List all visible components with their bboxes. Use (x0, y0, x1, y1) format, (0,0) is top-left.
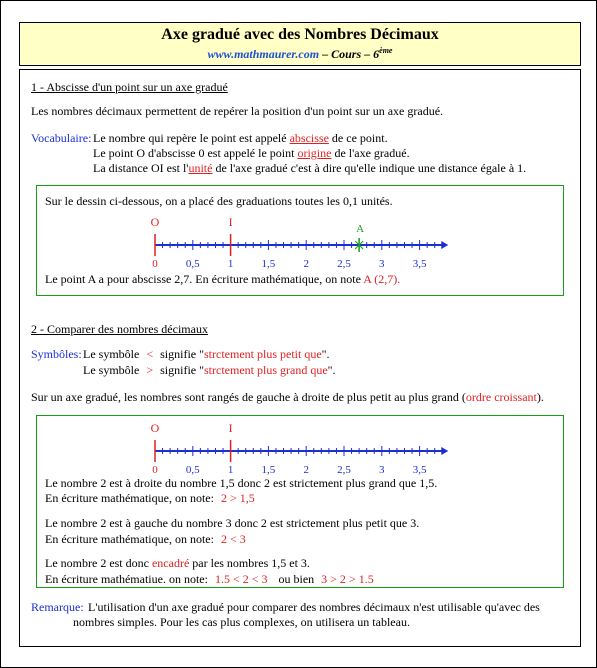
tick-label: 0,5 (185, 258, 200, 270)
box2-line-6 (45, 572, 374, 586)
point-i-label: I (228, 216, 233, 229)
box2-line-3: Le nombre 2 est à gauche du nombre 3 donc 2 est strictement plus petit que 3. (45, 516, 420, 530)
number-line-2 (147, 422, 467, 477)
tick-label: 1,5 (261, 464, 276, 476)
tick-label: 2,5 (337, 464, 351, 476)
symbol-line-1-a: Le symbôle (83, 347, 140, 361)
vocab-line-2 (93, 146, 410, 160)
notation-less: 2 < 3 (220, 532, 246, 546)
axis-arrow (441, 241, 448, 249)
section1-heading: 1 - Abscisse d'un point sur un axe gradué (31, 80, 228, 94)
tick-label: 3,5 (412, 258, 427, 270)
tick-label: 3,5 (412, 464, 427, 476)
subtitle (20, 46, 580, 62)
section2-heading: 2 - Comparer des nombres décimaux (31, 322, 208, 336)
box2-line-5 (45, 556, 310, 570)
box2-line-2-a: En écriture mathématique, on note: (45, 491, 214, 505)
term-encadre: encadré (151, 556, 190, 570)
vocab-line-2-c: de l'axe gradué. (334, 146, 410, 160)
order-croissant: ordre croissant (465, 390, 537, 404)
meaning-less-than: strctement plus petit que (204, 347, 322, 361)
remark-line-1: L'utilisation d'un axe gradué pour comparer des nombres décimaux n'est utilisable qu'avec des (88, 600, 540, 614)
symbol-line-1-d: ". (321, 347, 330, 361)
tick-label: 0,5 (185, 464, 200, 476)
tick-label: 3 (379, 258, 385, 270)
term-unite: unité (188, 161, 213, 175)
point-o-label: O (150, 216, 160, 229)
point-i-label: I (228, 422, 233, 435)
tick-label: 1 (227, 464, 234, 476)
remark-label: Remarque: (31, 600, 84, 614)
site-link[interactable]: www.mathmaurer.com (207, 47, 320, 61)
notation-a: A (2,7). (363, 272, 401, 286)
section1-intro: Les nombres décimaux permettent de repérer la position d'un point sur un axe gradué. (31, 104, 444, 118)
vocabulary-label: Vocabulaire: (31, 131, 92, 145)
tick-label: 0 (152, 464, 158, 476)
vocab-line-3-c: de l'axe gradué c'est à dire qu'elle indique une distance égale à 1. (215, 161, 527, 175)
box2-line-6-c: ou bien (278, 572, 315, 586)
notation-greater: 2 > 1,5 (220, 491, 255, 505)
tick-label: 2 (303, 258, 309, 270)
vocab-line-1-c: de ce point. (331, 131, 388, 145)
tick-label: 0 (152, 258, 158, 270)
point-o-label: O (150, 422, 160, 435)
tick-label: 1 (227, 258, 234, 270)
greater-than-symbol: > (146, 363, 154, 377)
content-frame (19, 69, 581, 647)
example-box-1 (36, 185, 564, 296)
box2-line-6-a: En écriture mathématiue. on note: (45, 572, 208, 586)
symbols-label: Symbôles: (31, 347, 82, 361)
term-origine: origine (297, 146, 332, 160)
axis-arrow (441, 447, 448, 455)
number-line-1 (147, 216, 467, 271)
term-abscisse: abscisse (289, 131, 329, 145)
vocab-line-1 (93, 131, 388, 145)
box1-intro: Sur le dessin ci-dessous, on a placé des graduations toutes les 0,1 unités. (45, 194, 393, 208)
box1-conclusion (45, 272, 400, 286)
vocab-line-3-a: La distance OI est l' (93, 161, 189, 175)
order-sentence-c: ). (536, 390, 544, 404)
box2-line-4 (45, 532, 246, 546)
tick-label: 2,5 (337, 258, 351, 270)
example-box-2 (36, 415, 564, 588)
notation-frame-1: 1.5 < 2 < 3 (214, 572, 268, 586)
meaning-greater-than: strctement plus grand que (204, 363, 328, 377)
symbol-line-2 (83, 363, 336, 377)
course-label: – Cours – 6 (322, 47, 380, 61)
tick-label: 1,5 (261, 258, 276, 270)
title-banner (19, 22, 581, 66)
vocab-line-1-a: Le nombre qui repère le point est appelé (93, 131, 287, 145)
less-than-symbol: < (146, 347, 154, 361)
course-sup: ème (379, 46, 393, 55)
symbol-line-2-d: ". (327, 363, 336, 377)
tick-label: 3 (379, 464, 385, 476)
order-sentence-a: Sur un axe gradué, les nombres sont rangés de gauche à droite de plus petit au plus grand ( (31, 390, 466, 404)
box2-line-1: Le nombre 2 est à droite du nombre 1,5 donc 2 est strictement plus grand que 1,5. (45, 476, 438, 490)
symbol-line-2-b: signifie " (160, 363, 205, 377)
symbol-line-1 (83, 347, 330, 361)
box2-line-5-a: Le nombre 2 est donc (45, 556, 149, 570)
box2-line-4-a: En écriture mathématique, on note: (45, 532, 214, 546)
symbol-line-1-b: signifie " (160, 347, 205, 361)
point-a-label: A (356, 223, 365, 235)
page-title: Axe gradué avec des Nombres Décimaux (161, 26, 439, 43)
symbol-line-2-a: Le symbôle (83, 363, 140, 377)
vocab-line-2-a: Le point O d'abscisse 0 est appelé le point (93, 146, 295, 160)
box2-line-2 (45, 491, 255, 505)
notation-frame-2: 3 > 2 > 1.5 (321, 572, 374, 586)
box1-conclusion-a: Le point A a pour abscisse 2,7. En écriture mathématique, on note (45, 272, 361, 286)
order-sentence (31, 390, 544, 404)
box2-line-5-c: par les nombres 1,5 et 3. (192, 556, 310, 570)
remark-line-2: nombres simples. Pour les cas plus complexes, on utilisera un tableau. (73, 615, 410, 629)
vocab-line-3 (93, 161, 526, 175)
tick-label: 2 (303, 464, 309, 476)
